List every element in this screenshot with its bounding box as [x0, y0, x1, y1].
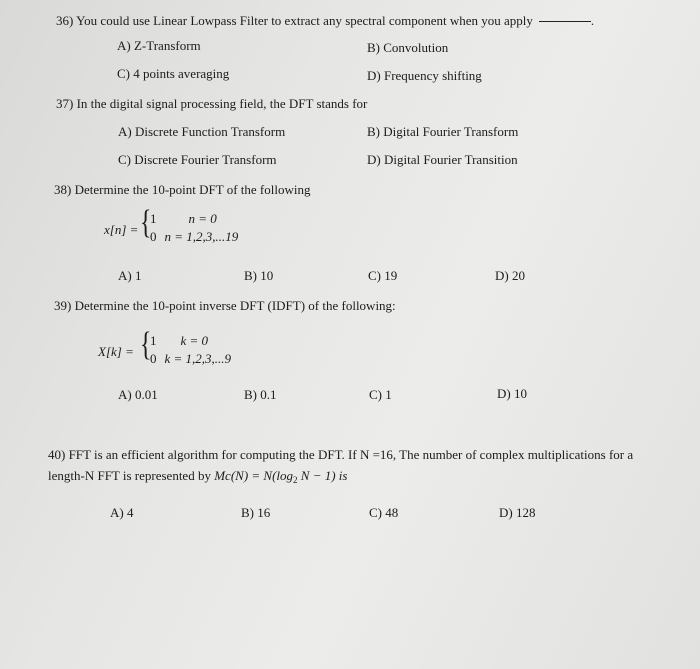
question-38: 38) Determine the 10-point DFT of the following	[54, 182, 311, 197]
q36-option-d: D) Frequency shifting	[367, 68, 482, 83]
q40-option-b: B) 16	[241, 505, 271, 520]
q39-brace: {	[140, 326, 152, 363]
q36-option-c: C) 4 points averaging	[117, 66, 230, 81]
q39-case1-condition: k = 0	[180, 333, 209, 348]
question-36-text: 36) You could use Linear Lowpass Filter to extract any spectral component when you apply	[56, 13, 533, 28]
q39-case2-condition: k = 1,2,3,...9	[164, 351, 232, 366]
question-36	[56, 13, 594, 29]
q36-option-b: B) Convolution	[367, 40, 449, 55]
question-40-line-2-prefix: length-N FFT is represented by	[48, 468, 211, 483]
answer-blank	[539, 21, 591, 22]
q38-option-b: B) 10	[244, 268, 274, 283]
q38-equation-lhs: x[n] =	[104, 222, 139, 237]
question-39: 39) Determine the 10-point inverse DFT (IDFT) of the following:	[54, 298, 396, 313]
q39-case1-value: 1	[150, 333, 157, 348]
q40-option-c: C) 48	[369, 505, 399, 520]
q40-formula-rhs: N − 1) is	[297, 468, 348, 483]
q38-option-c: C) 19	[368, 268, 398, 283]
question-37: 37) In the digital signal processing field, the DFT stands for	[56, 96, 368, 111]
q37-option-d: D) Digital Fourier Transition	[367, 152, 518, 167]
q40-formula-subscript: 2	[293, 475, 298, 485]
q40-option-a: A) 4	[110, 505, 134, 520]
q38-case1-condition: n = 0	[188, 211, 217, 226]
q40-option-d: D) 128	[499, 505, 536, 520]
q38-option-d: D) 20	[495, 268, 525, 283]
q40-formula-lhs: Mc(N) = N(log	[214, 468, 294, 483]
q39-option-a: A) 0.01	[118, 387, 158, 402]
question-40	[48, 444, 688, 491]
q36-option-a: A) Z-Transform	[117, 38, 201, 53]
q37-option-b: B) Digital Fourier Transform	[367, 124, 519, 139]
q38-case2-condition: n = 1,2,3,...19	[164, 229, 239, 244]
q37-option-a: A) Discrete Function Transform	[118, 124, 286, 139]
q38-case2-value: 0	[150, 229, 157, 244]
q38-brace: {	[140, 204, 152, 241]
question-40-line-1: 40) FFT is an efficient algorithm for computing the DFT. If N =16, The number of complex multiplications for a	[48, 447, 634, 462]
q39-case2-value: 0	[150, 351, 157, 366]
q38-cases	[150, 210, 238, 246]
question-36-period: .	[590, 13, 595, 28]
q39-cases	[150, 332, 231, 368]
question-40-line-2	[48, 465, 688, 491]
q39-option-d: D) 10	[497, 386, 527, 401]
q39-equation-lhs: X[k] =	[98, 344, 134, 359]
q37-option-c: C) Discrete Fourier Transform	[118, 152, 277, 167]
q38-case1-value: 1	[150, 211, 157, 226]
q38-option-a: A) 1	[118, 268, 142, 283]
q39-option-c: C) 1	[369, 387, 392, 402]
q39-option-b: B) 0.1	[244, 387, 277, 402]
